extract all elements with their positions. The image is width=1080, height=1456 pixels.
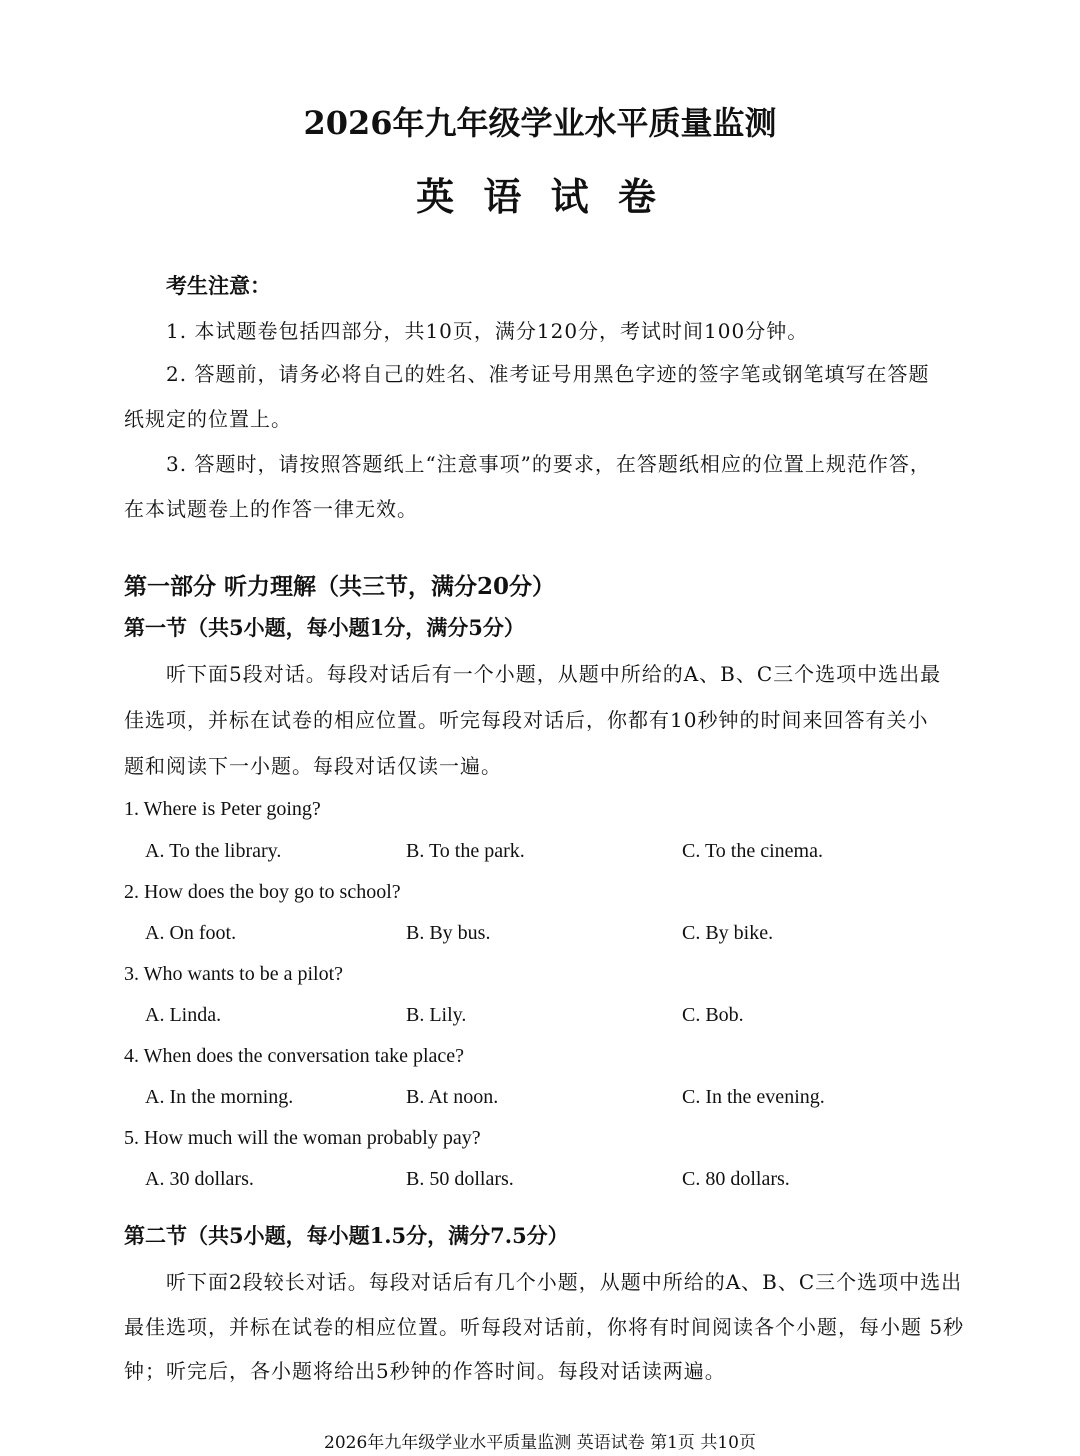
page-footer: 2026年九年级学业水平质量监测 英语试卷 第1页 共10页: [324, 1433, 756, 1453]
notice-line-2b: 纸规定的位置上。: [124, 407, 292, 431]
question-5-option-a: A. 30 dollars.: [145, 1168, 254, 1190]
part1-heading: 第一部分 听力理解（共三节，满分20分）: [124, 573, 556, 600]
notice-line-3b: 在本试题卷上的作答一律无效。: [124, 497, 418, 521]
question-2: 2. How does the boy go to school?: [124, 881, 401, 903]
section1-instruction-a: 听下面5段对话。每段对话后有一个小题，从题中所给的A、B、C三个选项中选出最: [166, 662, 942, 686]
question-1-option-a: A. To the library.: [145, 840, 282, 862]
question-1: 1. Where is Peter going?: [124, 798, 321, 820]
question-1-option-c: C. To the cinema.: [682, 840, 823, 862]
question-1-option-b: B. To the park.: [406, 840, 525, 862]
section2-heading: 第二节（共5小题，每小题1.5分，满分7.5分）: [124, 1223, 569, 1248]
question-2-option-a: A. On foot.: [145, 922, 237, 944]
notice-line-1: 1. 本试题卷包括四部分，共10页，满分120分，考试时间100分钟。: [166, 319, 809, 343]
question-3-option-b: B. Lily.: [406, 1004, 467, 1026]
exam-subject-title: 英 语 试 卷: [416, 174, 664, 219]
section2-instruction-a: 听下面2段较长对话。每段对话后有几个小题，从题中所给的A、B、C三个选项中选出: [166, 1270, 963, 1294]
question-2-option-b: B. By bus.: [406, 922, 491, 944]
question-5-option-c: C. 80 dollars.: [682, 1168, 790, 1190]
notice-line-3a: 3. 答题时，请按照答题纸上“注意事项”的要求，在答题纸相应的位置上规范作答，: [166, 452, 931, 476]
question-4-option-c: C. In the evening.: [682, 1086, 825, 1108]
notice-heading: 考生注意：: [166, 273, 271, 298]
question-5-option-b: B. 50 dollars.: [406, 1168, 514, 1190]
question-4-option-a: A. In the morning.: [145, 1086, 294, 1108]
section1-instruction-b: 佳选项，并标在试卷的相应位置。听完每段对话后，你都有10秒钟的时间来回答有关小: [124, 708, 929, 732]
question-3: 3. Who wants to be a pilot?: [124, 963, 344, 985]
question-4-option-b: B. At noon.: [406, 1086, 499, 1108]
question-3-option-c: C. Bob.: [682, 1004, 744, 1026]
question-4: 4. When does the conversation take place?: [124, 1045, 465, 1067]
question-3-option-a: A. Linda.: [145, 1004, 222, 1026]
section2-instruction-c: 钟；听完后，各小题将给出5秒钟的作答时间。每段对话读两遍。: [124, 1359, 726, 1383]
question-2-option-c: C. By bike.: [682, 922, 774, 944]
section1-instruction-c: 题和阅读下一小题。每段对话仅读一遍。: [124, 754, 502, 778]
section1-heading: 第一节（共5小题，每小题1分，满分5分）: [124, 615, 525, 640]
section2-instruction-b: 最佳选项，并标在试卷的相应位置。听每段对话前，你将有时间阅读各个小题，每小题 5秒: [124, 1315, 965, 1339]
question-5: 5. How much will the woman probably pay?: [124, 1127, 481, 1149]
notice-line-2a: 2. 答题前，请务必将自己的姓名、准考证号用黑色字迹的签字笔或钢笔填写在答题: [166, 362, 930, 386]
exam-title: 2026年九年级学业水平质量监测: [303, 104, 777, 142]
